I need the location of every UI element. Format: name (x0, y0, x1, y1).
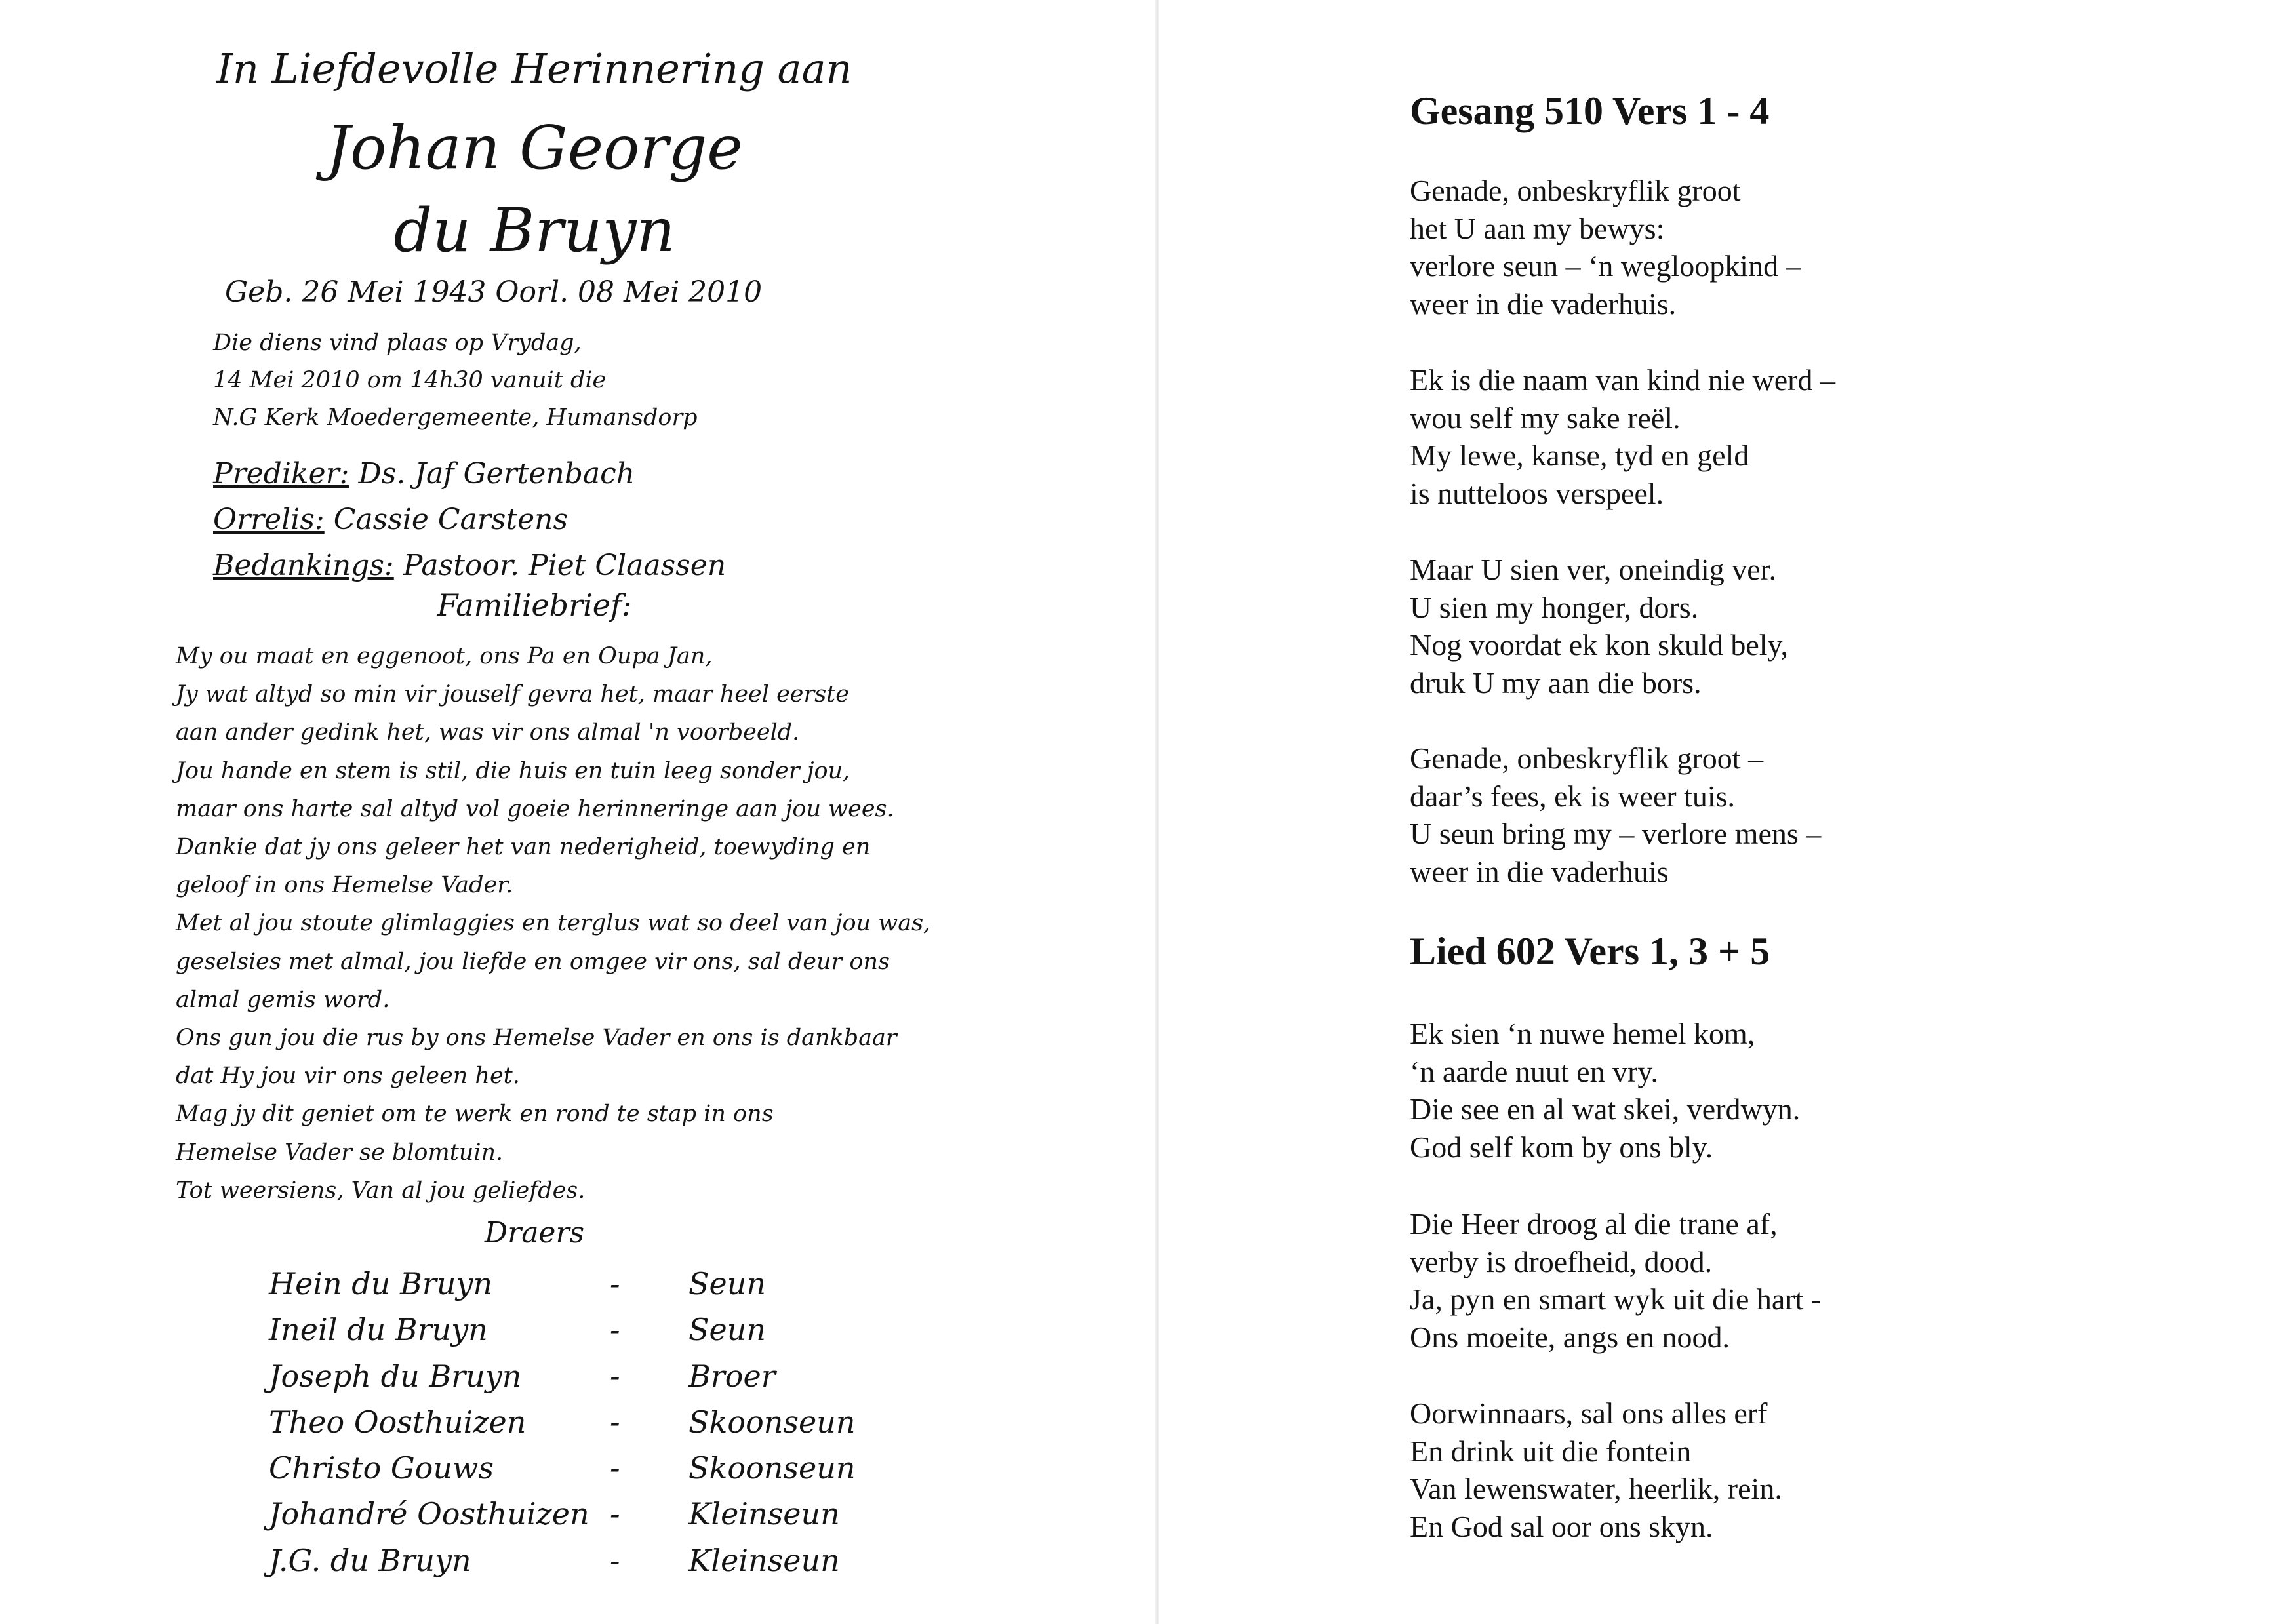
bearer-dash: - (610, 1496, 620, 1532)
bearer-name: Christo Gouws (269, 1450, 494, 1486)
bearer-name: J.G. du Bruyn (269, 1542, 471, 1578)
service-line: 14 Mei 2010 om 14h30 vanuit die (213, 367, 607, 393)
verse-line: U seun bring my – verlore mens – (1410, 817, 1822, 851)
verse-line: wou self my sake reël. (1410, 401, 1681, 435)
bearer-relation: Seun (688, 1266, 766, 1301)
bearer-relation: Seun (688, 1312, 766, 1348)
verse-line: Oorwinnaars, sal ons alles erf (1410, 1396, 1768, 1430)
bearer-relation: Skoonseun (688, 1404, 856, 1440)
page-fold-divider (1155, 0, 1159, 1624)
verse-line: En drink uit die fontein (1410, 1434, 1692, 1468)
verse-line: daar’s fees, ek is weer tuis. (1410, 779, 1736, 813)
bearer-dash: - (610, 1450, 620, 1486)
bearers-list (269, 1261, 885, 1583)
verse-line: is nutteloos verspeel. (1410, 476, 1664, 510)
officiant-label: Prediker: (213, 457, 349, 490)
bearer-name: Joseph du Bruyn (269, 1358, 522, 1394)
bearer-row (269, 1261, 885, 1307)
bearer-name: Theo Oosthuizen (269, 1404, 527, 1440)
bearer-row (269, 1445, 885, 1491)
bearer-row (269, 1537, 885, 1583)
hymn-title: Lied 602 Vers 1, 3 + 5 (1410, 930, 1770, 973)
hymn-verse (1410, 740, 1821, 890)
family-letter-title: Familiebrief: (437, 587, 632, 623)
verse-line: My lewe, kanse, tyd en geld (1410, 439, 1749, 473)
verse-line: Ek is die naam van kind nie werd – (1410, 363, 1835, 397)
bearer-dash: - (610, 1266, 620, 1301)
bearer-dash: - (610, 1542, 620, 1578)
verse-line: het U aan my bewys: (1410, 211, 1665, 245)
verse-line: Ons moeite, angs en nood. (1410, 1320, 1730, 1354)
verse-line: ‘n aarde nuut en vry. (1410, 1054, 1658, 1088)
verse-line: God self kom by ons bly. (1410, 1130, 1713, 1164)
officiant-value: Cassie Carstens (333, 503, 569, 536)
verse-line: Nog voordat ek kon skuld bely, (1410, 628, 1789, 662)
officiant-row-thanks (213, 543, 726, 589)
deceased-surname: du Bruyn (393, 195, 675, 266)
bearer-relation: Kleinseun (688, 1542, 840, 1578)
hymn-verse (1410, 1015, 1800, 1166)
hymn-verse (1410, 172, 1801, 323)
officiant-row-organist (213, 497, 726, 543)
letter-line: Dankie dat jy ons geleer het van nederigheid, toewyding en (176, 834, 871, 861)
hymn-verse (1410, 1395, 1782, 1545)
officiant-value: Ds. Jaf Gertenbach (358, 457, 635, 490)
bearer-name: Hein du Bruyn (269, 1266, 493, 1301)
officiants-list (213, 451, 726, 589)
officiant-label: Bedankings: (213, 549, 394, 582)
bearer-row (269, 1491, 885, 1537)
hymn-verse (1410, 551, 1788, 702)
verse-line: En God sal oor ons skyn. (1410, 1509, 1713, 1543)
letter-line: Jou hande en stem is stil, die huis en tuin leeg sonder jou, (176, 757, 850, 784)
family-letter (176, 637, 930, 1210)
verse-line: Genade, onbeskryflik groot – (1410, 742, 1764, 775)
service-line: Die diens vind plaas op Vrydag, (213, 330, 582, 356)
bearer-dash: - (610, 1358, 620, 1394)
verse-line: verby is droefheid, dood. (1410, 1244, 1713, 1278)
verse-line: Ja, pyn en smart wyk uit die hart - (1410, 1282, 1822, 1317)
bearer-relation: Broer (688, 1358, 776, 1394)
verse-line: Genade, onbeskryflik groot (1410, 174, 1741, 207)
letter-line: Hemelse Vader se blomtuin. (176, 1139, 504, 1166)
in-memory-heading: In Liefdevolle Herinnering aan (216, 45, 852, 92)
verse-line: verlore seun – ‘n wegloopkind – (1410, 249, 1801, 283)
letter-line: Met al jou stoute glimlaggies en terglus wat so deel van jou was, (176, 910, 931, 937)
verse-line: druk U my aan die bors. (1410, 665, 1702, 700)
letter-line: geloof in ons Hemelse Vader. (176, 872, 513, 899)
service-line: N.G Kerk Moedergemeente, Humansdorp (213, 405, 698, 431)
letter-line: aan ander gedink het, was vir ons almal 'n voorbeeld. (176, 719, 800, 746)
letter-line: Tot weersiens, Van al jou geliefdes. (176, 1177, 586, 1204)
letter-line: Ons gun jou die rus by ons Hemelse Vader en ons is dankbaar (176, 1025, 897, 1052)
verse-line: Van lewenswater, heerlik, rein. (1410, 1472, 1782, 1506)
letter-line: maar ons harte sal altyd vol goeie herinneringe aan jou wees. (176, 795, 894, 822)
officiant-label: Orrelis: (213, 503, 325, 536)
officiant-value: Pastoor. Piet Claassen (403, 549, 727, 582)
verse-line: Die Heer droog al die trane af, (1410, 1207, 1778, 1240)
hymn-verse (1410, 1205, 1821, 1356)
bearer-dash: - (610, 1404, 620, 1440)
verse-line: Die see en al wat skei, verdwyn. (1410, 1092, 1801, 1126)
letter-line: Mag jy dit geniet om te werk en rond te stap in ons (176, 1101, 774, 1128)
letter-line: dat Hy jou vir ons geleen het. (176, 1063, 520, 1090)
officiant-row-preacher (213, 451, 726, 497)
bearer-row (269, 1307, 885, 1353)
verse-line: Maar U sien ver, oneindig ver. (1410, 553, 1776, 586)
letter-line: Jy wat altyd so min vir jouself gevra het, maar heel eerste (176, 681, 849, 708)
deceased-first-names: Johan George (326, 113, 743, 183)
letter-line: geselsies met almal, jou liefde en omgee vir ons, sal deur ons (176, 948, 890, 975)
birth-death-dates: Geb. 26 Mei 1943 Oorl. 08 Mei 2010 (225, 275, 763, 309)
bearer-dash: - (610, 1312, 620, 1348)
bearer-row (269, 1353, 885, 1399)
letter-line: almal gemis word. (176, 986, 390, 1013)
hymn-verse (1410, 361, 1835, 512)
verse-line: weer in die vaderhuis (1410, 854, 1669, 888)
verse-line: weer in die vaderhuis. (1410, 287, 1677, 321)
hymn-title: Gesang 510 Vers 1 - 4 (1410, 89, 1770, 132)
verse-line: Ek sien ‘n nuwe hemel kom, (1410, 1017, 1755, 1050)
bearer-relation: Skoonseun (688, 1450, 856, 1486)
service-details (213, 325, 698, 437)
bearers-title: Draers (484, 1216, 585, 1250)
right-page (1161, 0, 2295, 1624)
bearer-relation: Kleinseun (688, 1496, 840, 1532)
verse-line: U sien my honger, dors. (1410, 590, 1699, 624)
bearer-name: Ineil du Bruyn (269, 1312, 488, 1348)
letter-line: My ou maat en eggenoot, ons Pa en Oupa Jan, (176, 643, 713, 669)
bearer-name: Johandré Oosthuizen (269, 1496, 589, 1532)
bearer-row (269, 1399, 885, 1445)
